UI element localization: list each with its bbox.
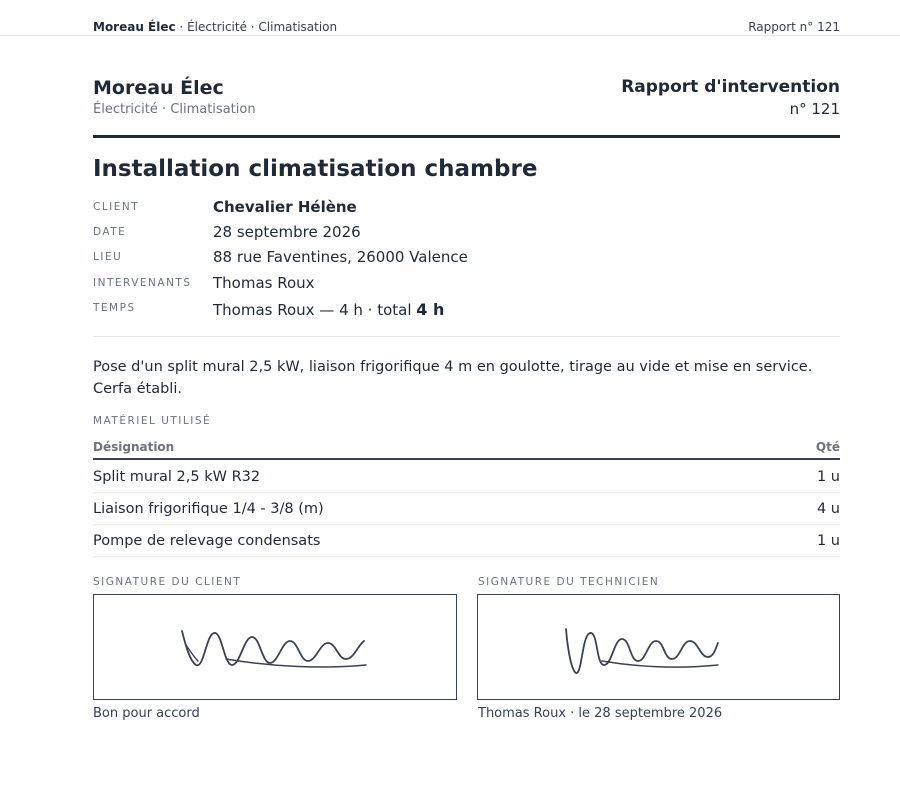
intervention-description: Pose d'un split mural 2,5 kW, liaison frigorifique 4 m en goulotte, tirage au vide et mise en service. Cerfa établi. xyxy=(93,359,813,397)
header-company-line xyxy=(93,20,337,34)
time-value xyxy=(213,300,444,319)
date-label: DATE xyxy=(93,226,127,238)
client-signature-caption: Bon pour accord xyxy=(93,706,200,721)
row-designation: Pompe de relevage condensats xyxy=(93,533,321,549)
table-row xyxy=(93,493,840,525)
place-label: LIEU xyxy=(93,251,123,263)
date-value: 28 septembre 2026 xyxy=(213,223,361,241)
table-row xyxy=(93,525,840,557)
materials-section-label: MATÉRIEL UTILISÉ xyxy=(93,415,212,427)
row-qty: 1 u xyxy=(816,533,840,549)
table-row xyxy=(93,461,840,493)
row-qty: 4 u xyxy=(816,501,840,517)
client-signature-label: SIGNATURE DU CLIENT xyxy=(93,576,242,588)
header-company-name: Moreau Élec xyxy=(93,20,176,34)
report-number: n° 121 xyxy=(789,100,840,118)
column-designation: Désignation xyxy=(93,440,175,454)
client-signature-drawing xyxy=(94,595,456,699)
tech-signature-label: SIGNATURE DU TECHNICIEN xyxy=(478,576,660,588)
tech-signature-caption: Thomas Roux · le 28 septembre 2026 xyxy=(478,706,723,721)
client-signature-box xyxy=(93,594,457,700)
meta-divider xyxy=(93,336,840,337)
header-report-ref: Rapport n° 121 xyxy=(748,20,840,34)
top-header-bar xyxy=(0,0,900,36)
letterhead-divider xyxy=(93,135,840,138)
time-detail: Thomas Roux — 4 h · total xyxy=(213,301,417,319)
column-qty: Qté xyxy=(815,440,840,454)
company-trades: Électricité · Climatisation xyxy=(93,102,256,117)
row-designation: Liaison frigorifique 1/4 - 3/8 (m) xyxy=(93,501,324,517)
materials-table-header xyxy=(93,440,840,460)
header-trades: · Électricité · Climatisation xyxy=(175,20,338,34)
tech-signature-box xyxy=(477,594,840,700)
tech-signature-drawing xyxy=(478,595,839,699)
place-value: 88 rue Faventines, 26000 Valence xyxy=(213,248,468,266)
client-label: CLIENT xyxy=(93,201,140,213)
staff-label: INTERVENANTS xyxy=(93,277,192,289)
time-label: TEMPS xyxy=(93,302,136,314)
report-title: Rapport d'intervention xyxy=(621,77,840,97)
row-designation: Split mural 2,5 kW R32 xyxy=(93,469,261,485)
page-title: Installation climatisation chambre xyxy=(93,156,538,182)
row-qty: 1 u xyxy=(816,469,840,485)
staff-value: Thomas Roux xyxy=(213,274,315,292)
client-value: Chevalier Hélène xyxy=(213,198,357,216)
time-total: 4 h xyxy=(416,300,445,319)
company-name: Moreau Élec xyxy=(93,77,224,99)
